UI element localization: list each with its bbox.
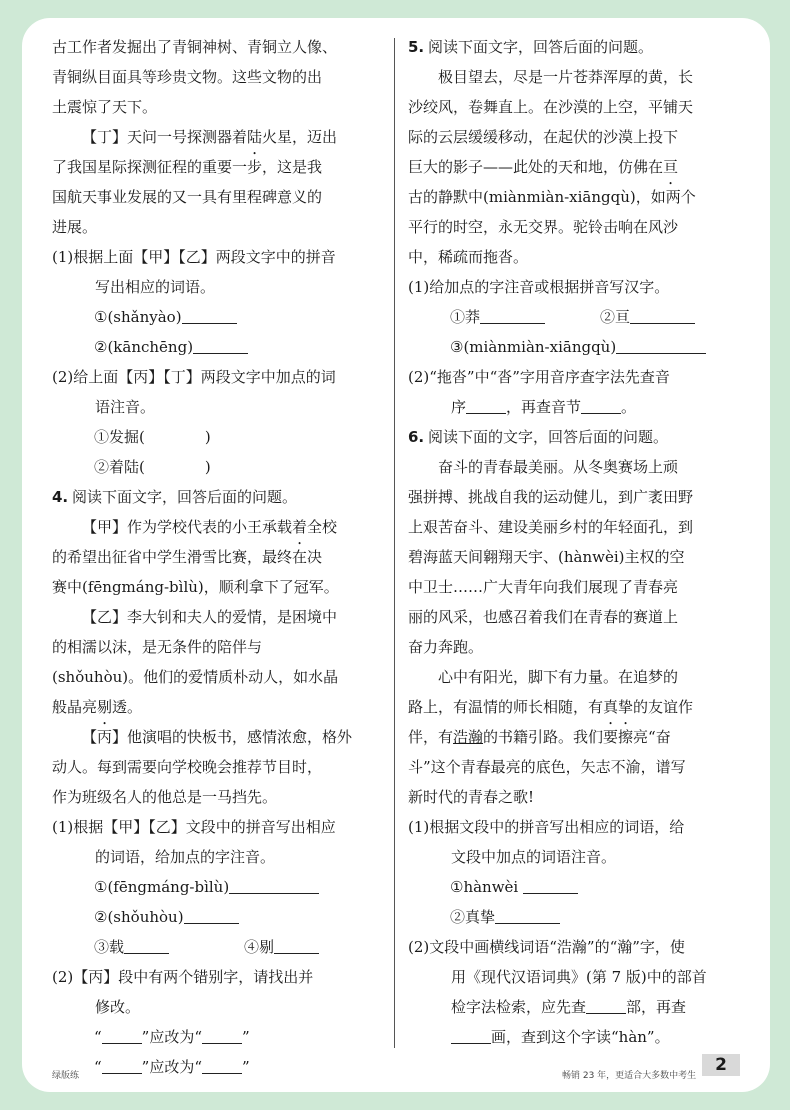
option-label: ①(fēngmáng-bìlù): [94, 878, 230, 896]
answer-blank[interactable]: [581, 395, 621, 414]
question-4-1: [52, 812, 384, 872]
quote-mark: “: [94, 1028, 102, 1046]
passage-youth: 奋斗的青春最美丽。从冬奥赛场上顽: [438, 458, 679, 476]
option-label: ②亘: [600, 308, 631, 326]
question-title: 阅读下面文字，回答后面的问题。: [428, 38, 654, 56]
option-label: ②(shǒuhòu): [94, 908, 184, 926]
question-5-header: [408, 32, 744, 62]
text-line: [52, 692, 384, 722]
option-label: ②(kānchēng): [94, 338, 194, 356]
answer-blank[interactable]: [480, 305, 545, 324]
question-3-1: [52, 242, 384, 302]
text-span: (2)“拖沓”中“沓”字用音序查字法先查音: [408, 368, 670, 386]
text-line: 动人。每到需要向学校晚会推荐节目时，: [52, 758, 323, 776]
option-label: ①发掘(: [94, 428, 145, 446]
text-span: ”应改为“: [141, 1058, 203, 1076]
option-label: ③(miànmiàn-xiāngqù): [450, 338, 617, 356]
text-line: 丽的风采，也感召着我们在青春的赛道上: [408, 608, 679, 626]
passage-ding: [52, 122, 384, 152]
option-label: ①hànwèi: [450, 878, 519, 896]
dotted-char: 载: [277, 518, 293, 536]
text-span: 巨大的影子——此处的天和地，仿佛在: [408, 158, 664, 176]
answer-blank[interactable]: [229, 875, 319, 894]
answer-blank[interactable]: [616, 335, 706, 354]
text-span: (1)根据文段中的拼音写出相应的词语，给: [408, 818, 685, 836]
text-line: [408, 152, 744, 182]
answer-blank[interactable]: [586, 995, 626, 1014]
answer-blank[interactable]: [495, 905, 560, 924]
text-line: 的希望出征省中学生滑雪比赛，最终在决: [52, 548, 323, 566]
text-span: ，再查音节: [506, 398, 582, 416]
footer-brand: 绿版练: [52, 1071, 80, 1081]
answer-blank[interactable]: [630, 305, 695, 324]
question-3-2: [52, 362, 384, 422]
page-number: 2: [702, 1054, 740, 1076]
answer-blank[interactable]: [102, 1025, 142, 1044]
text-span: (2)文段中画横线词语“浩瀚”的“瀚”字，使: [408, 938, 685, 956]
answer-blank[interactable]: [202, 1055, 242, 1074]
option-label: ①(shǎnyào): [94, 308, 182, 326]
underlined-word: 浩瀚: [453, 728, 484, 746]
text-span: 。: [621, 398, 637, 416]
answer-option: [52, 872, 384, 902]
correction-row: [52, 1052, 384, 1082]
question-number: 5.: [408, 38, 425, 56]
text-span: 用《现代汉语词典》(第 7 版)中的部首: [451, 968, 707, 986]
answer-option: [52, 302, 384, 332]
dotted-char: 真: [603, 698, 619, 716]
text-span: (1)根据上面【甲】【乙】两段文字中的拼音: [52, 248, 336, 266]
question-number: 4.: [52, 488, 69, 506]
correction-row: [52, 1022, 384, 1052]
question-number: 6.: [408, 428, 425, 446]
text-span: 透。: [112, 698, 143, 716]
text-line: 碧海蓝天间翱翔天宇、(hànwèi)主权的空: [408, 548, 685, 566]
quote-mark: “: [94, 1058, 102, 1076]
footer-slogan: 畅销 23 年，更适合大多数中考生: [562, 1071, 697, 1081]
right-column: [408, 32, 744, 1052]
answer-option: [408, 332, 744, 362]
question-title: 阅读下面的文字，回答后面的问题。: [428, 428, 669, 446]
question-4-header: [52, 482, 384, 512]
text-span: 【甲】作为学校代表的小王承: [82, 518, 278, 536]
text-span: 的词语，给加点的字注音。: [95, 848, 276, 866]
answer-option: [600, 302, 695, 332]
text-span: 语注音。: [95, 398, 156, 416]
question-6-1: [408, 812, 744, 872]
text-span: 画，查到这个字读“hàn”。: [491, 1028, 670, 1046]
text-span: 陆火星，迈出: [247, 128, 338, 146]
question-4-2: [52, 962, 384, 1022]
text-span: (2)给上面【丙】【丁】两段文字中加点的词: [52, 368, 336, 386]
answer-blank[interactable]: [124, 935, 169, 954]
text-line: 新时代的青春之歌!: [408, 788, 535, 806]
answer-blank[interactable]: [523, 875, 578, 894]
dotted-char: 着: [232, 128, 248, 146]
question-6-2: [408, 932, 744, 1052]
answer-blank[interactable]: [184, 905, 239, 924]
dotted-char: 亘: [663, 158, 679, 176]
passage-yi: 【乙】李大钊和夫人的爱情，是困境中: [82, 608, 338, 626]
answer-option: [244, 932, 319, 962]
passage-jia: [52, 512, 384, 542]
text-line: 奋力奔跑。: [408, 638, 484, 656]
text-span: 修改。: [95, 998, 141, 1016]
workbook-page: [22, 18, 770, 1092]
passage-desert: 极目望去，尽是一片苍莽浑厚的黄，长: [438, 68, 694, 86]
question-5-1: (1)给加点的字注音或根据拼音写汉字。: [408, 278, 670, 296]
answer-option-row: [52, 932, 384, 962]
question-6-header: [408, 422, 744, 452]
text-line: [408, 722, 744, 752]
text-span: 着全校: [292, 518, 338, 536]
text-line: 青铜纵目面具等珍贵文物。这些文物的出: [52, 68, 323, 86]
dotted-char: 剔: [97, 698, 113, 716]
answer-option: [408, 872, 744, 902]
text-span: 的书籍引路。我们要擦亮“奋: [483, 728, 671, 746]
text-span: 写出相应的词语。: [95, 278, 216, 296]
text-span: 伴，有: [408, 728, 454, 746]
text-line: 作为班级名人的他总是一马挡先。: [52, 788, 278, 806]
option-label: ③载: [94, 938, 125, 956]
answer-blank[interactable]: [193, 335, 248, 354]
answer-option: [94, 932, 244, 962]
text-line: 的相濡以沫，是无条件的陪伴与: [52, 638, 263, 656]
text-line: 中，稀疏而拖沓。: [408, 248, 529, 266]
question-title: 阅读下面文字，回答后面的问题。: [72, 488, 298, 506]
text-line: 土震惊了天下。: [52, 98, 158, 116]
column-divider: [394, 38, 395, 1048]
answer-blank[interactable]: [102, 1055, 142, 1074]
text-line: 沙绞风，卷舞直上。在沙漠的上空，平铺天: [408, 98, 694, 116]
option-label: ①莽: [450, 308, 481, 326]
answer-blank[interactable]: [466, 395, 506, 414]
text-span: 部，再查: [626, 998, 687, 1016]
text-line: 古的静默中(miànmiàn-xiāngqù)，如两个: [408, 188, 696, 206]
passage-dream: 心中有阳光，脚下有力量。在追梦的: [438, 668, 679, 686]
passage-bing: 【丙】他演唱的快板书，感情浓愈，格外: [82, 728, 353, 746]
answer-blank[interactable]: [451, 1025, 491, 1044]
text-line: [408, 692, 744, 722]
text-span: (2)【丙】段中有两个错别字，请找出并: [52, 968, 314, 986]
text-line: 了我国星际探测征程的重要一步，这是我: [52, 158, 323, 176]
left-column: [52, 32, 384, 1082]
answer-option-row: [408, 302, 744, 332]
text-line: 上艰苦奋斗、建设美丽乡村的年轻面孔，到: [408, 518, 694, 536]
text-span: ”应改为“: [141, 1028, 203, 1046]
question-5-2: [408, 362, 744, 422]
option-label: ②着陆(: [94, 458, 145, 476]
answer-option: [52, 332, 384, 362]
text-span: 【丁】天问一号探测器: [82, 128, 233, 146]
text-span: 般晶亮: [52, 698, 98, 716]
option-label: ④剔: [244, 938, 275, 956]
text-line: 赛中(fēngmáng-bìlù)，顺利拿下了冠军。: [52, 578, 339, 596]
quote-mark: ”: [242, 1028, 250, 1046]
answer-blank[interactable]: [274, 935, 319, 954]
answer-option: [450, 302, 600, 332]
text-span: 路上，有温情的师长相随，有: [408, 698, 604, 716]
text-span: 序: [451, 398, 467, 416]
option-label: ②真挚: [450, 908, 496, 926]
text-line: 中卫士……广大青年向我们展现了青春亮: [408, 578, 679, 596]
text-line: (shǒuhòu)。他们的爱情质朴动人，如水晶: [52, 668, 339, 686]
answer-option: [52, 452, 384, 482]
answer-option: [408, 902, 744, 932]
text-line: 平行的时空，永无交界。驼铃击响在风沙: [408, 218, 679, 236]
quote-mark: ”: [242, 1058, 250, 1076]
text-line: 国航天事业发展的又一具有里程碑意义的: [52, 188, 323, 206]
close-paren: ): [204, 458, 211, 476]
text-line: 进展。: [52, 218, 98, 236]
text-span: 文段中加点的词语注音。: [451, 848, 617, 866]
answer-option: [52, 422, 384, 452]
text-span: 检字法检索，应先查: [451, 998, 587, 1016]
dotted-char: 挚: [618, 698, 634, 716]
text-line: 古工作者发掘出了青铜神树、青铜立人像、: [52, 38, 338, 56]
close-paren: ): [204, 428, 211, 446]
answer-blank[interactable]: [202, 1025, 242, 1044]
answer-option: [52, 902, 384, 932]
text-line: 际的云层缓缓移动，在起伏的沙漠上投下: [408, 128, 679, 146]
answer-blank[interactable]: [182, 305, 237, 324]
text-span: 的友谊作: [633, 698, 694, 716]
text-span: (1)根据【甲】【乙】文段中的拼音写出相应: [52, 818, 336, 836]
text-line: 强拼搏、挑战自我的运动健儿，到广袤田野: [408, 488, 694, 506]
text-line: 斗”这个青春最亮的底色，矢志不渝，谱写: [408, 758, 686, 776]
